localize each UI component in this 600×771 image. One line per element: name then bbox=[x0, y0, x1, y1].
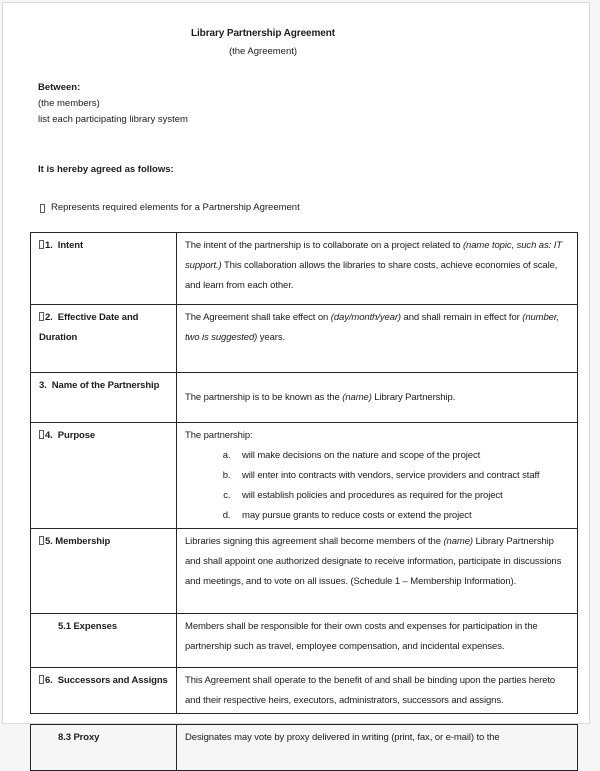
row-content-cell bbox=[177, 373, 578, 423]
row-content-cell bbox=[177, 614, 578, 668]
table-row bbox=[31, 725, 578, 771]
row-label: 4. Purpose bbox=[45, 430, 96, 441]
document-header bbox=[3, 3, 523, 58]
row-paragraph: Members shall be responsible for their own costs and expenses for participation in the partnership such as travel, employee compensation, and incidental expenses. bbox=[185, 621, 538, 652]
required-element-box-icon bbox=[39, 536, 44, 545]
row-paragraph: The partnership: bbox=[185, 430, 253, 441]
row-label: 5.1 Expenses bbox=[58, 621, 118, 632]
table-row bbox=[31, 373, 578, 423]
document-subtitle: (the Agreement) bbox=[228, 46, 298, 57]
row-paragraph: The partnership is to be known as the (name) Library Partnership. bbox=[185, 392, 456, 403]
table-row bbox=[31, 668, 578, 714]
row-label-cell bbox=[31, 373, 177, 423]
table-row bbox=[31, 305, 578, 373]
between-block bbox=[38, 80, 589, 128]
document-page bbox=[2, 2, 590, 743]
row-paragraph: Libraries signing this agreement shall become members of the (name) Library Partnership and shall appoint one authorized designate to receive information, participate in discussions and meetings, and to vote on all issues. (Schedule 1 – Membership Information). bbox=[185, 536, 562, 587]
purpose-list-item: a. will make decisions on the nature and scope of the project bbox=[233, 446, 571, 466]
required-element-box-icon bbox=[39, 312, 44, 321]
agreement-table bbox=[30, 232, 578, 714]
row-paragraph: The Agreement shall take effect on (day/month/year) and shall remain in effect for (number, two is suggested) years. bbox=[185, 312, 559, 343]
row-label-cell bbox=[31, 423, 177, 529]
table-row bbox=[31, 614, 578, 668]
table-row bbox=[31, 529, 578, 614]
row-label: 6. Successors and Assigns bbox=[45, 675, 168, 686]
purpose-list-item: c. will establish policies and procedures as required for the project bbox=[233, 486, 571, 506]
row-content-cell bbox=[177, 725, 578, 771]
proxy-table-clip bbox=[3, 724, 589, 748]
row-label-cell bbox=[31, 305, 177, 373]
required-element-box-icon bbox=[39, 240, 44, 249]
proxy-table bbox=[30, 724, 578, 771]
table-row bbox=[31, 423, 578, 529]
table-row bbox=[31, 233, 578, 305]
row-paragraph: The intent of the partnership is to collaborate on a project related to (name topic, such as: IT support.) This collaboration allows the libraries to share costs, achieve economies of scale, and learn from each other. bbox=[185, 240, 562, 291]
legend-text: Represents required elements for a Partnership Agreement bbox=[51, 202, 300, 213]
row-label-cell bbox=[31, 614, 177, 668]
between-label: Between: bbox=[38, 82, 81, 93]
row-content-cell bbox=[177, 668, 578, 714]
row-content-cell bbox=[177, 305, 578, 373]
row-content-cell bbox=[177, 423, 578, 529]
row-label: 2. Effective Date and Duration bbox=[39, 312, 139, 343]
required-element-box-icon bbox=[39, 675, 44, 684]
between-line-members: (the members) bbox=[38, 98, 100, 109]
row-label-cell bbox=[31, 668, 177, 714]
required-element-box-icon bbox=[39, 430, 44, 439]
row-paragraph: This Agreement shall operate to the benefit of and shall be binding upon the parties hereto and their respective heirs, executors, administrators, successors and assigns. bbox=[185, 675, 556, 706]
agreed-line: It is hereby agreed as follows: bbox=[38, 164, 174, 175]
between-line-list: list each participating library system bbox=[38, 114, 188, 125]
row-label: 5. Membership bbox=[45, 536, 111, 547]
row-content-cell bbox=[177, 529, 578, 614]
row-content-cell bbox=[177, 233, 578, 305]
purpose-list bbox=[185, 446, 571, 526]
legend-line bbox=[40, 200, 589, 216]
row-label-cell bbox=[31, 529, 177, 614]
row-label-cell bbox=[31, 233, 177, 305]
row-label: 1. Intent bbox=[45, 240, 84, 251]
purpose-list-item: b. will enter into contracts with vendors, service providers and contract staff bbox=[233, 466, 571, 486]
required-element-box-icon bbox=[40, 204, 45, 213]
purpose-list-item: d. may pursue grants to reduce costs or extend the project bbox=[233, 506, 571, 526]
row-label-cell bbox=[31, 725, 177, 771]
row-label: 8.3 Proxy bbox=[58, 732, 100, 743]
row-label: 3. Name of the Partnership bbox=[39, 380, 160, 391]
row-paragraph: Designates may vote by proxy delivered in writing (print, fax, or e-mail) to the bbox=[185, 732, 500, 743]
document-title: Library Partnership Agreement bbox=[191, 28, 335, 39]
